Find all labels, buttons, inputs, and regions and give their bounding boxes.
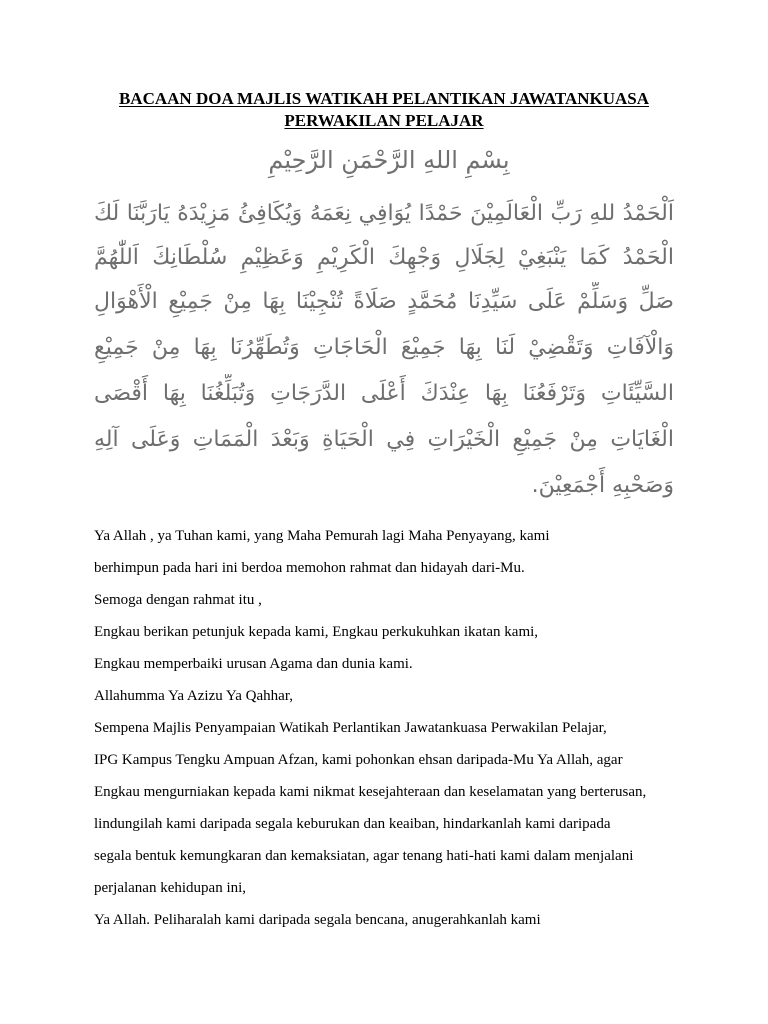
arabic-line-5: السَّيِّئَاتِ وَتَرْفَعُنَا بِهَا عِنْدَكَ أَعْلَى الدَّرَجَاتِ وَتُبَلِّغُنَا بِهَا أَقْصَى [94, 381, 674, 406]
paragraph-line: segala bentuk kemungkaran dan kemaksiatan, agar tenang hati-hati kami dalam menjalani [94, 848, 634, 864]
document-title [60, 88, 708, 132]
arabic-line-4: وَالْآفَاتِ وَتَقْضِيْ لَنَا بِهَا جَمِيْعَ الْحَاجَاتِ وَتُطَهِّرُنَا بِهَا مِنْ جَمِيْعِ [94, 335, 674, 360]
paragraph-line: Ya Allah. Peliharalah kami daripada segala bencana, anugerahkanlah kami [94, 912, 541, 928]
paragraph-line: lindungilah kami daripada segala keburukan dan keaiban, hindarkanlah kami daripada [94, 816, 611, 832]
title-line-2: PERWAKILAN PELAJAR [284, 111, 484, 130]
arabic-line-6: الْغَايَاتِ مِنْ جَمِيْعِ الْخَيْرَاتِ فِي الْحَيَاةِ وَبَعْدَ الْمَمَاتِ وَعَلَى آلِهِ [94, 427, 674, 452]
paragraph-line: perjalanan kehidupan ini, [94, 880, 247, 896]
arabic-line-3: صَلِّ وَسَلِّمْ عَلَى سَيِّدِنَا مُحَمَّدٍ صَلَاةً تُنْجِيْنَا بِهَا مِنْ جَمِيْعِ الْأَهْوَالِ [94, 289, 674, 314]
paragraph-line: Sempena Majlis Penyampaian Watikah Perlantikan Jawatankuasa Perwakilan Pelajar, [94, 720, 607, 736]
paragraph-line: Ya Allah , ya Tuhan kami, yang Maha Pemurah lagi Maha Penyayang, kami [94, 528, 550, 544]
paragraph-line: Engkau mengurniakan kepada kami nikmat kesejahteraan dan keselamatan yang berterusan, [94, 784, 647, 800]
prayer-translation [94, 520, 714, 936]
paragraph-line: Engkau memperbaiki urusan Agama dan dunia kami. [94, 656, 413, 672]
arabic-line-7: وَصَحْبِهِ أَجْمَعِيْنَ. [531, 473, 674, 498]
arabic-prayer-image [94, 136, 674, 508]
arabic-line-1: اَلْحَمْدُ للهِ رَبِّ الْعَالَمِيْنَ حَمْدًا يُوَافِي نِعَمَهُ وَيُكَافِئُ مَزِيْدَهُ يَارَبَّنَا لَكَ [94, 201, 674, 226]
title-line-1: BACAAN DOA MAJLIS WATIKAH PELANTIKAN JAWATANKUASA [118, 89, 650, 108]
paragraph-line: berhimpun pada hari ini berdoa memohon rahmat dan hidayah dari-Mu. [94, 560, 525, 576]
arabic-line-2: الْحَمْدُ كَمَا يَنْبَغِيْ لِجَلَالِ وَجْهِكَ الْكَرِيْمِ وَعَظِيْمِ سُلْطَانِكَ اَللّٰهُمَّ [94, 245, 674, 270]
paragraph-line: IPG Kampus Tengku Ampuan Afzan, kami pohonkan ehsan daripada-Mu Ya Allah, agar [94, 752, 623, 768]
paragraph-line: Engkau berikan petunjuk kepada kami, Engkau perkukuhkan ikatan kami, [94, 624, 539, 640]
paragraph-line: Allahumma Ya Azizu Ya Qahhar, [94, 688, 293, 704]
bismillah-text: بِسْمِ اللهِ الرَّحْمَنِ الرَّحِيْمِ [268, 146, 510, 174]
paragraph-line: Semoga dengan rahmat itu , [94, 592, 262, 608]
